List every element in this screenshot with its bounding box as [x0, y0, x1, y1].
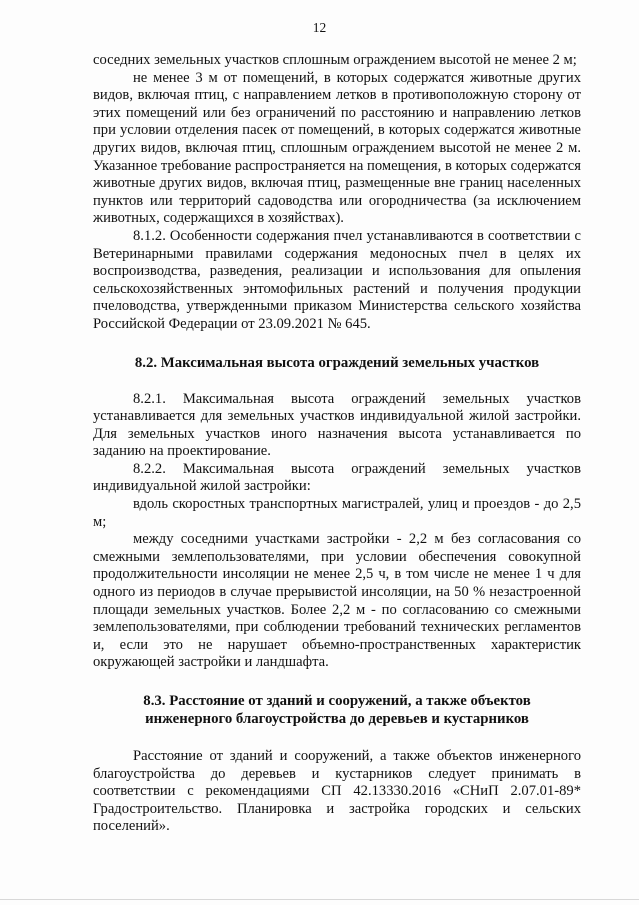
section-heading-line: инженерного благоустройства до деревьев и кустарников	[145, 711, 529, 727]
paragraph: соседних земельных участков сплошным ограждением высотой не менее 2 м;	[93, 52, 577, 68]
page-number: 12	[312, 20, 327, 35]
paragraph: вдоль скоростных транспортных магистралей, улиц и проездов - до 2,5 м;	[93, 496, 581, 530]
page-bottom-edge	[0, 899, 639, 900]
paragraph: Расстояние от зданий и сооружений, а также объектов инженерного благоустройства до деревьев и кустарников следует принимать в соответствии с рекомендациями СП 42.13330.2016 «СНиП 2.07.01-89* Градостроительство. Планировка и застройка городских и сельских поселений».	[93, 748, 581, 835]
document-body	[93, 52, 581, 836]
section-heading	[93, 692, 581, 728]
paragraph: между соседними участками застройки - 2,2 м без согласования со смежными землепользователями, при условии обеспечения совокупной продолжительности инсоляции не менее 2,5 ч, в том числе не менее 1 ч для одного из периодов в случае прерывистой инсоляции, на 50 % незастроенной площади земельных участков. Более 2,2 м - по согласованию со смежными землепользователями, при соблюдении требований технических регламентов и, если это не нарушает объемно-пространственных характеристик окружающей застройки и ландшафта.	[93, 531, 581, 671]
paragraph: 8.1.2. Особенности содержания пчел устанавливаются в соответствии с Ветеринарными правилами содержания медоносных пчел в целях их воспроизводства, разведения, реализации и использования для опыления сельскохозяйственных энтомофильных растений и получения продукции пчеловодства, утвержденными приказом Министерства сельского хозяйства Российской Федерации от 23.09.2021 № 645.	[93, 227, 581, 332]
paragraph: 8.2.1. Максимальная высота ограждений земельных участков устанавливается для земельных участков индивидуальной жилой застройки. Для земельных участков иного назначения высота устанавливается по заданию на проектирование.	[93, 390, 581, 460]
section-heading-line: 8.3. Расстояние от зданий и сооружений, а также объектов	[143, 693, 531, 709]
section-heading: 8.2. Максимальная высота ограждений земельных участков	[134, 354, 540, 371]
paragraph: 8.2.2. Максимальная высота ограждений земельных участков индивидуальной жилой застройки:	[93, 460, 581, 495]
paragraph: не менее 3 м от помещений, в которых содержатся животные других видов, включая птиц, с направлением летков в противоположную сторону от этих помещений или без ограничений по расстоянию и направлению летков при условии отделения пасек от помещений, в которых содержатся животные других видов, включая птиц, сплошным ограждением высотой не менее 2 м. Указанное требование распространяется на помещения, в которых содержатся животные других видов, включая птиц, размещенные вне границ населенных пунктов или территорий садоводства или огородничества (за исключением животных, содержащихся в хозяйствах).	[93, 69, 581, 227]
